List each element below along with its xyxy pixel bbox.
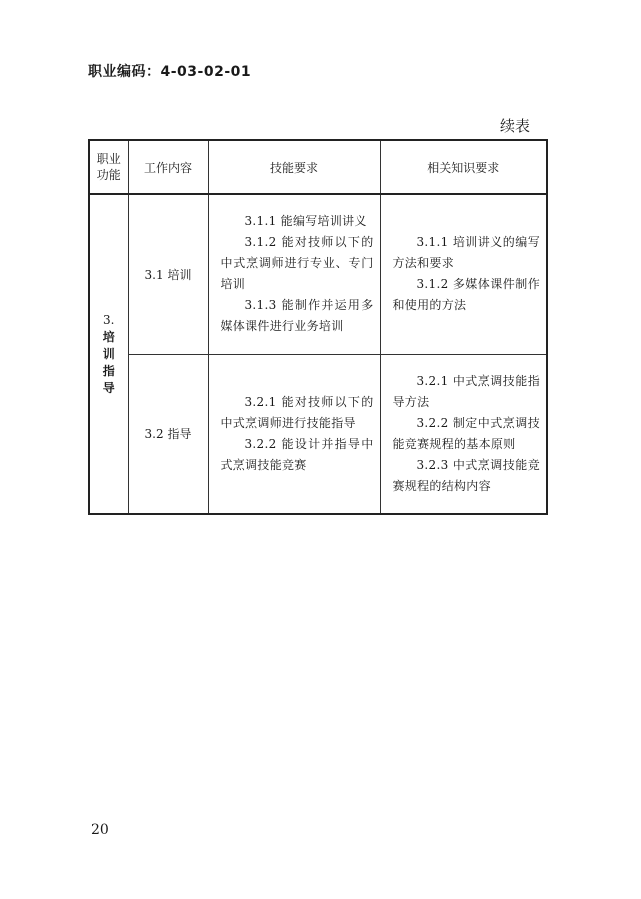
function-cell <box>89 194 128 514</box>
header-work: 工作内容 <box>128 140 208 194</box>
knowledge-item: 3.2.3 中式烹调技能竞赛规程的结构内容 <box>392 457 540 493</box>
skill-item: 3.2.2 能设计并指导中式烹调技能竞赛 <box>220 436 374 472</box>
function-char: 指 <box>102 363 115 378</box>
header-function-label: 职业功能 <box>96 152 121 182</box>
occupation-code: 职业编码：4-03-02-01 <box>88 64 252 80</box>
table-row <box>89 354 547 514</box>
skill-item: 3.1.1 能编写培训讲义 <box>244 214 367 229</box>
skill-item: 3.1.2 能对技师以下的中式烹调师进行专业、专门培训 <box>220 235 374 292</box>
skill-cell <box>208 194 380 354</box>
skill-cell <box>208 354 380 514</box>
skills-table <box>88 139 548 515</box>
page-number: 20 <box>91 822 109 838</box>
knowledge-item: 3.1.1 培训讲义的编写方法和要求 <box>392 235 540 271</box>
header-skill: 技能要求 <box>208 140 380 194</box>
knowledge-item: 3.2.1 中式烹调技能指导方法 <box>392 373 540 409</box>
header-function <box>89 140 128 194</box>
function-number: 3. <box>103 312 115 327</box>
knowledge-cell <box>380 354 547 514</box>
function-char: 培 <box>102 329 115 344</box>
header-knowledge: 相关知识要求 <box>380 140 547 194</box>
knowledge-item: 3.2.2 制定中式烹调技能竞赛规程的基本原则 <box>392 415 540 451</box>
work-cell: 3.2 指导 <box>128 354 208 514</box>
knowledge-cell <box>380 194 547 354</box>
skill-item: 3.2.1 能对技师以下的中式烹调师进行技能指导 <box>220 394 374 430</box>
table-row <box>89 194 547 354</box>
work-cell: 3.1 培训 <box>128 194 208 354</box>
function-char: 训 <box>102 346 115 361</box>
knowledge-item: 3.1.2 多媒体课件制作和使用的方法 <box>392 277 540 313</box>
skill-item: 3.1.3 能制作并运用多媒体课件进行业务培训 <box>220 298 374 334</box>
continued-label: 续表 <box>500 117 531 135</box>
table-header-row <box>89 140 547 194</box>
function-char: 导 <box>102 380 115 395</box>
